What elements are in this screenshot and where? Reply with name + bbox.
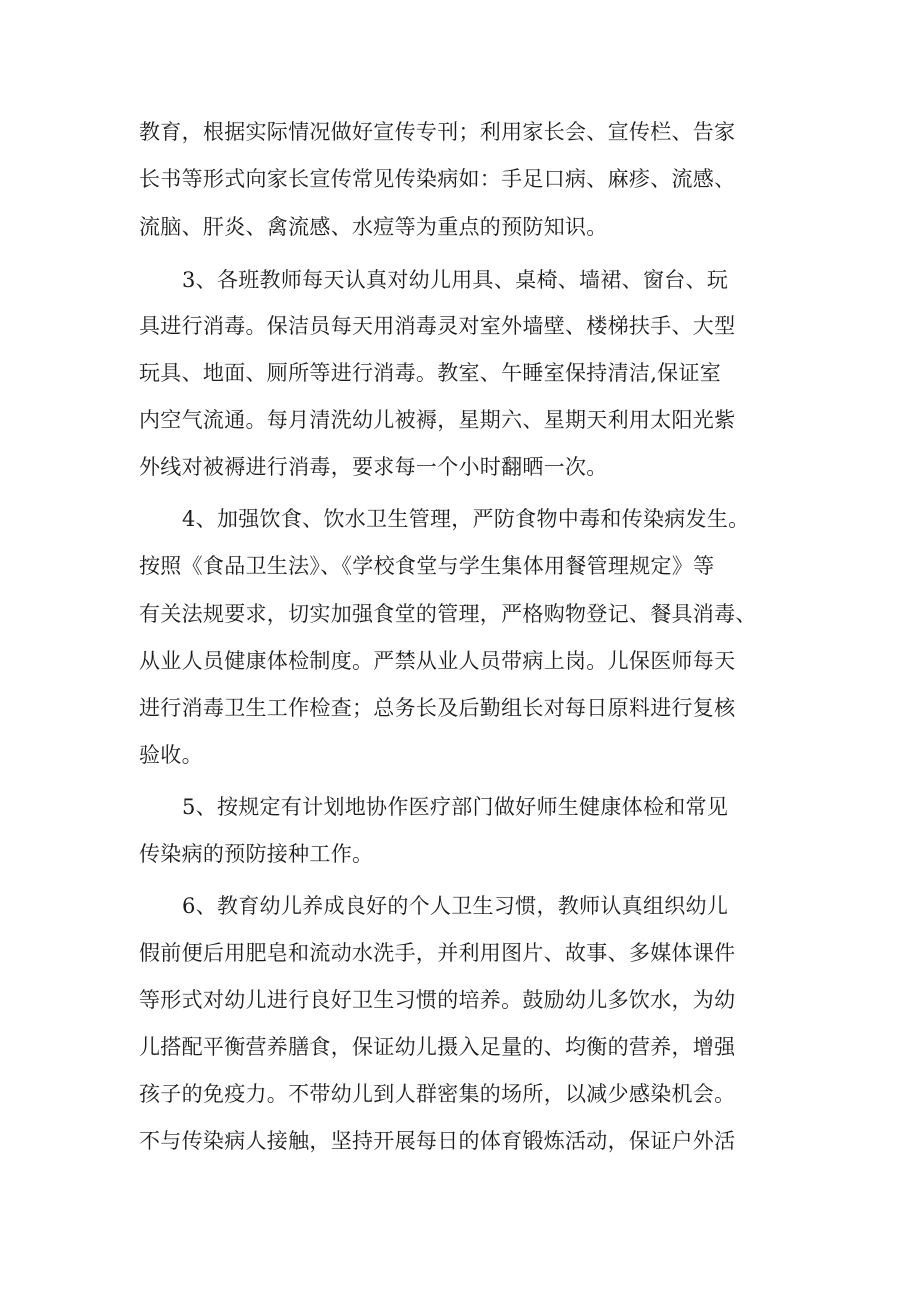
paragraph-3-start: 3、各班教师每天认真对幼儿用具、桌椅、墙裙、窗台、玩 [182, 268, 729, 292]
paragraph-5-start: 5、按规定有计划地协作医疗部门做好师生健康体检和常见 [182, 795, 729, 819]
text-line: 具进行消毒。保洁员每天用消毒灵对室外墙壁、楼梯扶手、大型 [139, 314, 736, 338]
text-line: 玩具、地面、厕所等进行消毒。教室、午睡室保持清洁,保证室 [139, 361, 722, 385]
text-line: 流脑、肝炎、禽流感、水痘等为重点的预防知识。 [139, 215, 608, 239]
paragraph-6-start: 6、教育幼儿养成良好的个人卫生习惯，教师认真组织幼儿 [182, 894, 729, 918]
text-line: 教育，根据实际情况做好宣传专刊；利用家长会、宣传栏、告家 [139, 120, 736, 144]
text-line: 长书等形式向家长宣传常见传染病如：手足口病、麻疹、流感、 [139, 167, 736, 191]
paragraph-4-start: 4、加强饮食、饮水卫生管理，严防食物中毒和传染病发生。 [182, 507, 750, 531]
text-line: 假前便后用肥皂和流动水洗手，并利用图片、故事、多媒体课件 [139, 941, 736, 965]
text-line: 内空气流通。每月清洗幼儿被褥，星期六、星期天利用太阳光紫 [139, 408, 736, 432]
text-line: 按照《食品卫生法》、《学校食堂与学生集体用餐管理规定》等 [139, 554, 715, 578]
text-line: 从业人员健康体检制度。严禁从业人员带病上岗。儿保医师每天 [139, 649, 736, 673]
text-line: 传染病的预防接种工作。 [139, 842, 374, 866]
text-line: 等形式对幼儿进行良好卫生习惯的培养。鼓励幼儿多饮水，为幼 [139, 988, 736, 1012]
text-line: 进行消毒卫生工作检查；总务长及后勤组长对每日原料进行复核 [139, 696, 736, 720]
text-line: 有关法规要求，切实加强食堂的管理，严格购物登记、餐具消毒、 [139, 602, 757, 626]
text-line: 不与传染病人接触，坚持开展每日的体育锻炼活动，保证户外活 [139, 1129, 736, 1153]
text-line: 儿搭配平衡营养膳食，保证幼儿摄入足量的、均衡的营养，增强 [139, 1035, 736, 1059]
text-line: 外线对被褥进行消毒，要求每一个小时翻晒一次。 [139, 455, 608, 479]
text-line: 孩子的免疫力。不带幼儿到人群密集的场所，以减少感染机会。 [139, 1082, 736, 1106]
text-line: 验收。 [139, 743, 203, 767]
